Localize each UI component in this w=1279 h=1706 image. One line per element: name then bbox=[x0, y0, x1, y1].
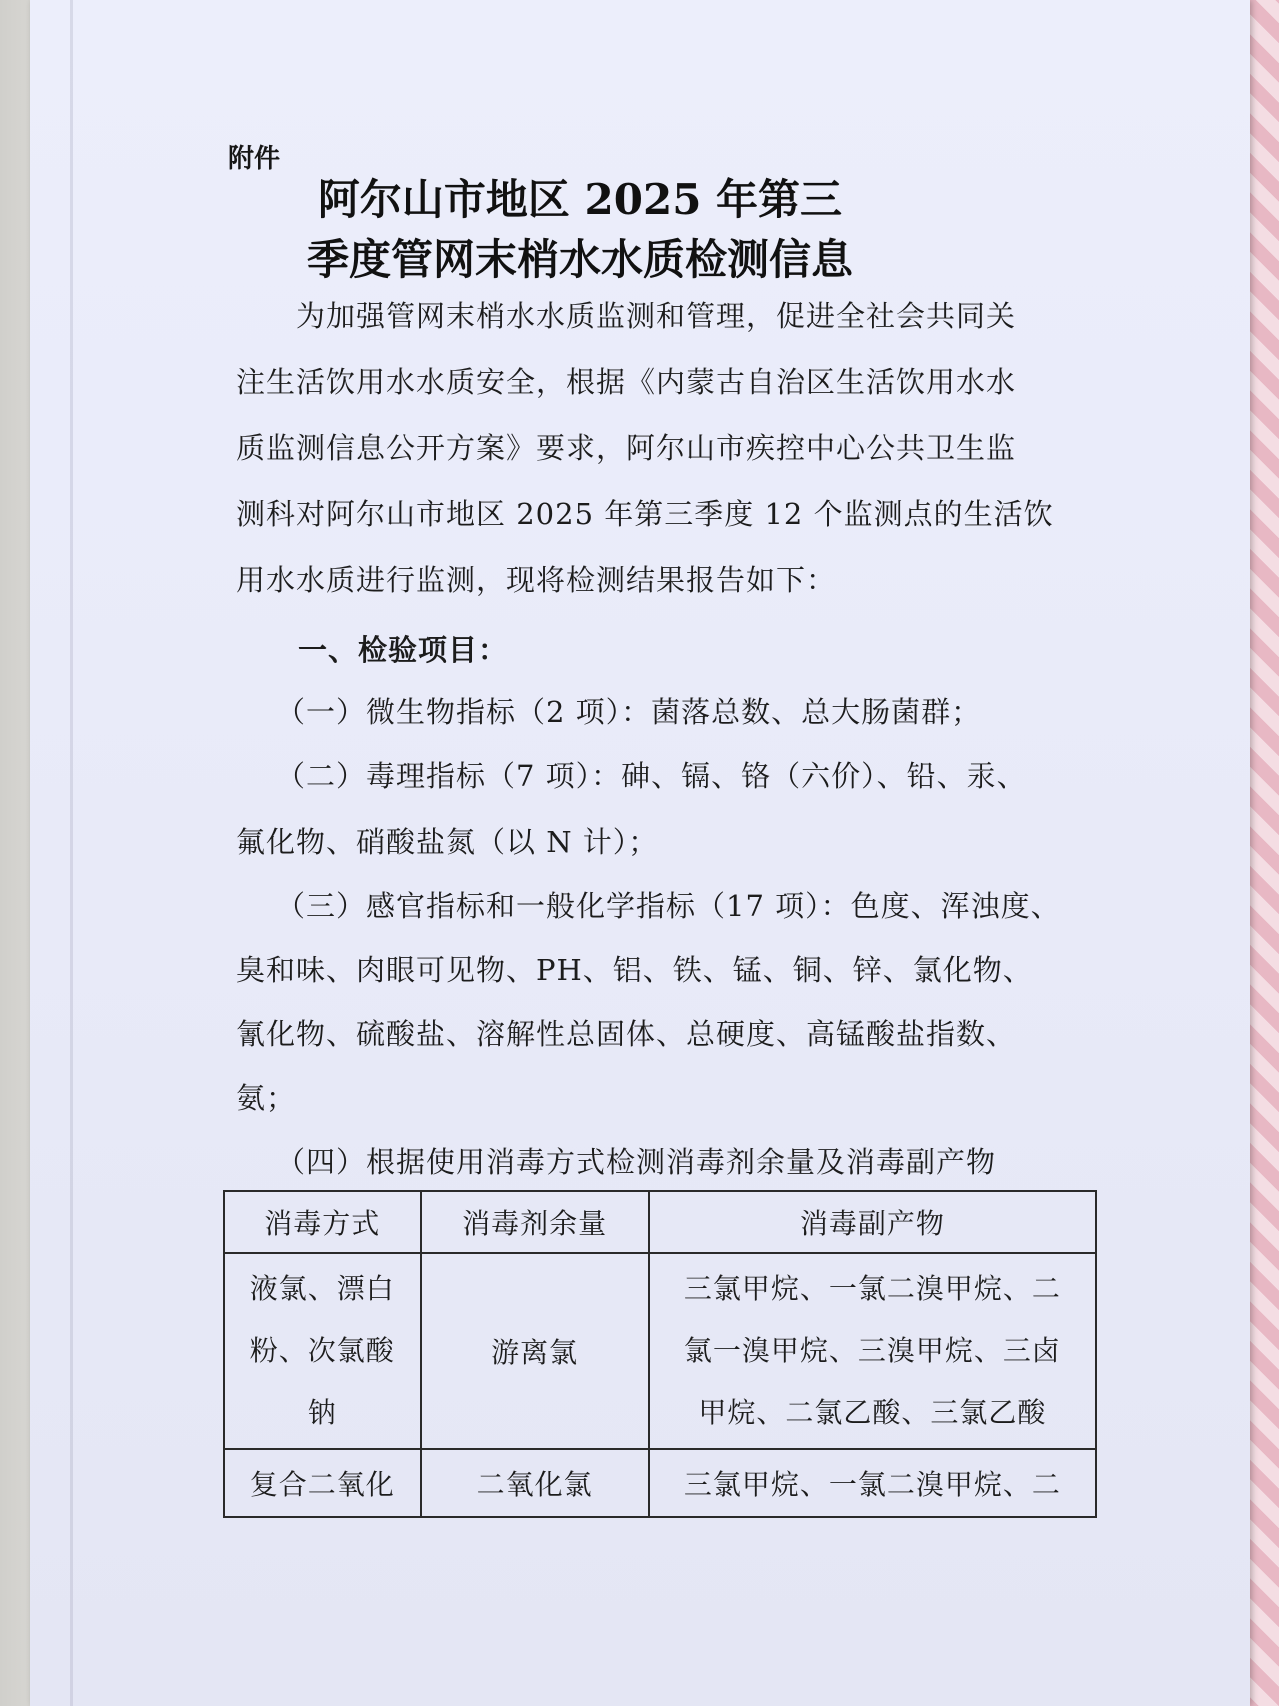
row1-method-line-3: 钠 bbox=[307, 1396, 337, 1429]
table-row bbox=[224, 1449, 1096, 1517]
row1-byproducts-line-3: 甲烷、二氯乙酸、三氯乙酸 bbox=[698, 1396, 1047, 1429]
row1-byproducts-line-2: 氯一溴甲烷、三溴甲烷、三卤 bbox=[683, 1334, 1061, 1367]
disinfection-table bbox=[223, 1190, 1097, 1518]
intro-line-5: 用水水质进行监测，现将检测结果报告如下： bbox=[236, 563, 837, 597]
item-sensory-line-3: 氰化物、硫酸盐、溶解性总固体、总硬度、高锰酸盐指数、 bbox=[236, 1017, 1017, 1051]
row2-method: 复合二氧化 bbox=[224, 1449, 421, 1517]
item-sensory-line-4: 氨； bbox=[236, 1081, 297, 1115]
header-residual: 消毒剂余量 bbox=[421, 1191, 649, 1253]
header-byproducts: 消毒副产物 bbox=[649, 1191, 1096, 1253]
item-sensory-line-1: （三）感官指标和一般化学指标（17 项）：色度、浑浊度、 bbox=[276, 889, 1061, 923]
table-header-row bbox=[224, 1191, 1096, 1253]
table-row bbox=[224, 1253, 1096, 1449]
item-toxicology-line-2: 氟化物、硝酸盐氮（以 N 计）； bbox=[236, 825, 659, 859]
attachment-label: 附件 bbox=[228, 144, 281, 174]
item-microbial: （一）微生物指标（2 项）：菌落总数、总大肠菌群； bbox=[276, 695, 982, 729]
row2-byproducts: 三氯甲烷、一氯二溴甲烷、二 bbox=[649, 1449, 1096, 1517]
item-toxicology-line-1: （二）毒理指标（7 项）：砷、镉、铬（六价）、铅、汞、 bbox=[276, 759, 1027, 793]
document-title-line-2: 季度管网末梢水水质检测信息 bbox=[306, 235, 853, 284]
intro-line-1: 为加强管网末梢水水质监测和管理，促进全社会共同关 bbox=[296, 299, 1017, 333]
intro-line-4: 测科对阿尔山市地区 2025 年第三季度 12 个监测点的生活饮 bbox=[236, 497, 1054, 531]
item-sensory-line-2: 臭和味、肉眼可见物、PH、铝、铁、锰、铜、锌、氯化物、 bbox=[236, 953, 1033, 987]
row1-method-line-2: 粉、次氯酸 bbox=[249, 1334, 395, 1367]
header-method: 消毒方式 bbox=[224, 1191, 421, 1253]
row2-residual: 二氧化氯 bbox=[421, 1449, 649, 1517]
row1-method bbox=[224, 1253, 421, 1449]
section-heading-inspection-items: 一、检验项目： bbox=[298, 633, 509, 667]
intro-line-3: 质监测信息公开方案》要求，阿尔山市疾控中心公共卫生监 bbox=[236, 431, 1017, 465]
row1-byproducts bbox=[649, 1253, 1096, 1449]
page-crease bbox=[70, 0, 73, 1706]
row1-byproducts-line-1: 三氯甲烷、一氯二溴甲烷、二 bbox=[683, 1272, 1061, 1305]
row1-residual: 游离氯 bbox=[421, 1253, 649, 1449]
document-title-line-1: 阿尔山市地区 2025 年第三 bbox=[317, 175, 843, 224]
intro-line-2: 注生活饮用水水质安全，根据《内蒙古自治区生活饮用水水 bbox=[236, 365, 1017, 399]
row1-method-line-1: 液氯、漂白 bbox=[249, 1272, 395, 1305]
item-disinfection: （四）根据使用消毒方式检测消毒剂余量及消毒副产物 bbox=[276, 1145, 997, 1179]
